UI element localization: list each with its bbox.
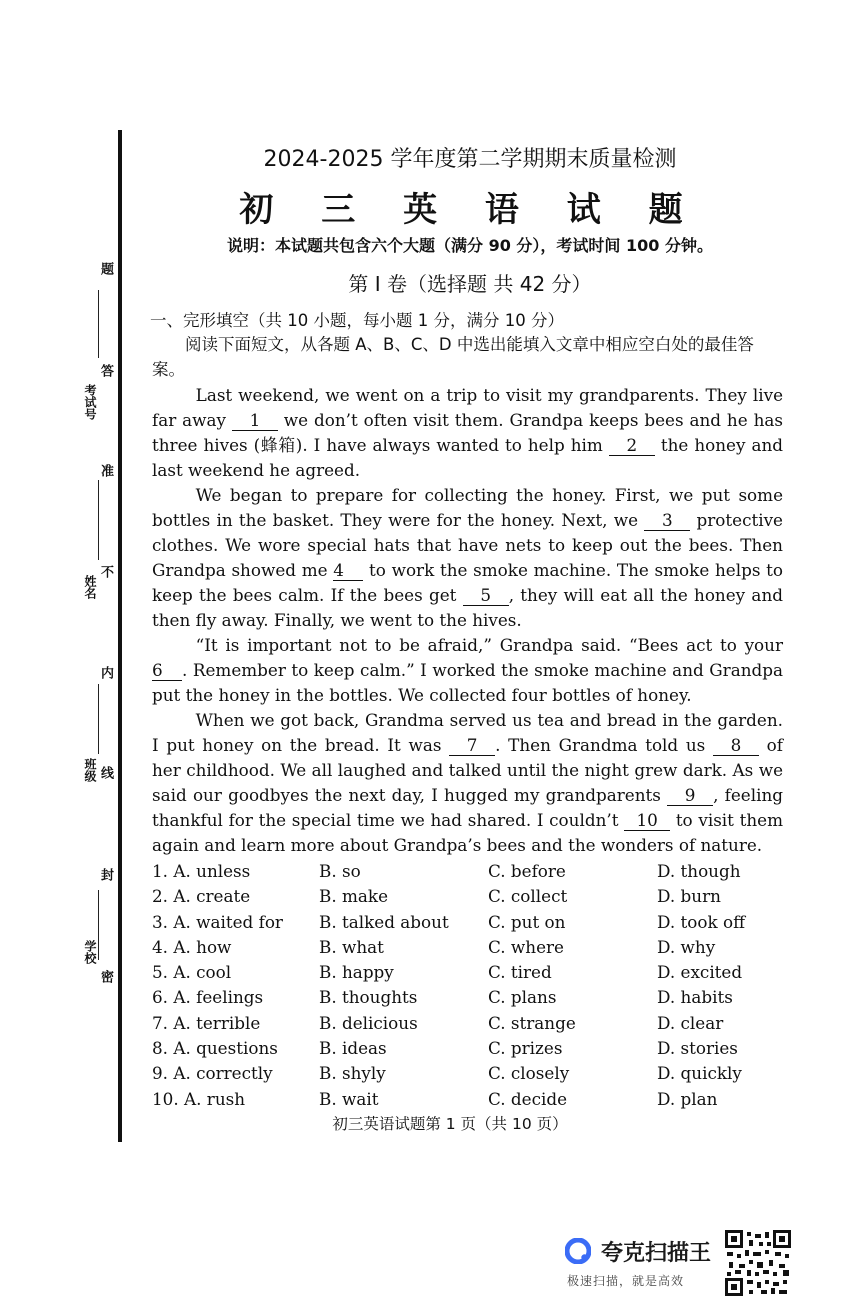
option-c: C. before bbox=[488, 861, 566, 881]
seal-char: 题 bbox=[98, 262, 113, 275]
qr-code-icon bbox=[725, 1230, 791, 1296]
blank-9: 9 bbox=[667, 786, 713, 806]
seal-char: 密 bbox=[98, 970, 113, 983]
option-b: B. talked about bbox=[319, 911, 449, 932]
option-d: D. habits bbox=[657, 987, 733, 1008]
option-row bbox=[152, 1087, 792, 1112]
blank-1: 1 bbox=[232, 411, 278, 431]
passage-paragraph: “It is important not to be afraid,” Grandpa said. “Bees act to your 6 . Remember to keep calm.” I worked the smoke machine and Grandpa put the honey in the bottles. We collected four bottles of honey. bbox=[152, 635, 783, 705]
exam-period: 2024-2025 学年度第二学期期末质量检测 bbox=[263, 147, 677, 172]
option-a: 7. A. terrible bbox=[152, 1012, 261, 1033]
exam-number-line bbox=[98, 290, 99, 358]
section-instruction: 阅读下面短文，从各题 A、B、C、D 中选出能填入文章中相应空白处的最佳答案。 bbox=[152, 335, 754, 379]
option-b: B. ideas bbox=[319, 1038, 387, 1059]
binding-line bbox=[118, 130, 122, 1142]
option-b: B. thoughts bbox=[319, 987, 418, 1008]
option-a: 1. A. unless bbox=[152, 861, 251, 881]
option-c: C. closely bbox=[488, 1063, 570, 1084]
option-d: D. excited bbox=[657, 962, 743, 983]
seal-char: 封 bbox=[98, 868, 113, 881]
option-a: 4. A. how bbox=[152, 936, 232, 957]
option-row bbox=[152, 884, 792, 909]
option-c: C. put on bbox=[488, 911, 566, 932]
option-b: B. delicious bbox=[319, 1012, 418, 1033]
exam-note: 说明：本试题共包含六个大题（满分 90 分），考试时间 100 分钟。 bbox=[227, 236, 713, 255]
seal-char: 准 bbox=[98, 464, 113, 477]
option-a: 10. A. rush bbox=[152, 1088, 246, 1109]
seal-char: 线 bbox=[98, 766, 113, 779]
option-c: C. strange bbox=[488, 1012, 576, 1033]
watermark-slogan: 极速扫描，就是高效 bbox=[567, 1274, 685, 1288]
option-d: D. clear bbox=[657, 1012, 724, 1033]
page-footer: 初三英语试题第 1 页（共 10 页） bbox=[332, 1115, 568, 1133]
watermark-brand: 夸克扫描王 bbox=[601, 1241, 712, 1266]
option-c: C. decide bbox=[488, 1088, 568, 1109]
option-c: C. plans bbox=[488, 987, 557, 1008]
option-b: B. what bbox=[319, 936, 384, 957]
option-b: B. shyly bbox=[319, 1063, 386, 1084]
blank-3: 3 bbox=[644, 511, 690, 531]
option-row bbox=[152, 985, 792, 1010]
exam-title: 初 三 英 语 试 题 bbox=[239, 190, 701, 230]
name-label: 姓名 bbox=[83, 575, 97, 599]
blank-5: 5 bbox=[463, 586, 509, 606]
school-line bbox=[98, 890, 99, 960]
cloze-passage bbox=[152, 383, 783, 858]
option-row bbox=[152, 935, 792, 960]
option-d: D. stories bbox=[657, 1038, 738, 1059]
seal-char: 不 bbox=[98, 565, 113, 578]
option-a: 8. A. questions bbox=[152, 1038, 278, 1059]
passage-paragraph: When we got back, Grandma served us tea and bread in the garden. I put honey on the bread. It was 7 . Then Grandma told us 8 of her childhood. We all laughed and talked until the night grew dark. As we said our goodbyes the next day, I hugged my grandparents 9 , feeling thankful for the special time we had shared. I couldn’t 10 to visit them again and learn more about Grandpa’s bees and the wonders of nature. bbox=[152, 710, 783, 855]
option-row bbox=[152, 1061, 792, 1086]
seal-char: 内 bbox=[98, 666, 113, 679]
option-d: D. burn bbox=[657, 886, 721, 907]
option-a: 2. A. create bbox=[152, 886, 251, 907]
option-b: B. happy bbox=[319, 962, 394, 983]
option-c: C. collect bbox=[488, 886, 568, 907]
quark-logo-icon bbox=[565, 1238, 591, 1264]
option-c: C. where bbox=[488, 936, 564, 957]
scanner-watermark bbox=[565, 1230, 795, 1300]
option-c: C. tired bbox=[488, 962, 552, 983]
name-line bbox=[98, 480, 99, 560]
option-c: C. prizes bbox=[488, 1038, 563, 1059]
blank-4: 4 bbox=[333, 561, 363, 581]
option-a: 6. A. feelings bbox=[152, 987, 264, 1008]
option-b: B. make bbox=[319, 886, 389, 907]
option-a: 3. A. waited for bbox=[152, 911, 283, 932]
blank-10: 10 bbox=[624, 811, 670, 831]
school-label: 学校 bbox=[83, 940, 97, 964]
option-row bbox=[152, 960, 792, 985]
option-a: 9. A. correctly bbox=[152, 1063, 273, 1084]
class-line bbox=[98, 684, 99, 754]
option-row bbox=[152, 1011, 792, 1036]
answer-options bbox=[152, 859, 792, 1112]
blank-8: 8 bbox=[713, 736, 759, 756]
option-row bbox=[152, 1036, 792, 1061]
option-a: 5. A. cool bbox=[152, 962, 232, 983]
option-b: B. wait bbox=[319, 1088, 379, 1109]
option-d: D. took off bbox=[657, 911, 746, 932]
option-d: D. quickly bbox=[657, 1063, 742, 1084]
blank-2: 2 bbox=[609, 436, 655, 456]
option-row bbox=[152, 910, 792, 935]
section-title: 一、完形填空（共 10 小题，每小题 1 分，满分 10 分） bbox=[150, 311, 564, 330]
option-row bbox=[152, 859, 792, 884]
part-title: 第 I 卷（选择题 共 42 分） bbox=[348, 272, 592, 296]
option-d: D. why bbox=[657, 936, 716, 957]
blank-6: 6 bbox=[152, 661, 182, 681]
blank-7: 7 bbox=[449, 736, 495, 756]
option-d: D. though bbox=[657, 861, 741, 881]
exam-number-label: 考试号 bbox=[83, 384, 97, 420]
option-d: D. plan bbox=[657, 1088, 718, 1109]
seal-char: 答 bbox=[98, 364, 113, 377]
passage-paragraph: We began to prepare for collecting the honey. First, we put some bottles in the basket. They were for the honey. Next, we 3 protective clothes. We wore special hats that have nets to keep out the bees. Then Grandpa showed me 4 to work the smoke machine. The smoke helps to keep the bees calm. If the bees get 5 , they will eat all the honey and then fly away. Finally, we went to the hives. bbox=[152, 485, 783, 630]
passage-paragraph: Last weekend, we went on a trip to visit my grandparents. They live far away 1 we don’t often visit them. Grandpa keeps bees and he has three hives (蜂箱). I have always wanted to help him 2 the honey and last weekend he agreed. bbox=[152, 385, 784, 480]
class-label: 班级 bbox=[83, 758, 97, 782]
option-b: B. so bbox=[319, 861, 361, 881]
